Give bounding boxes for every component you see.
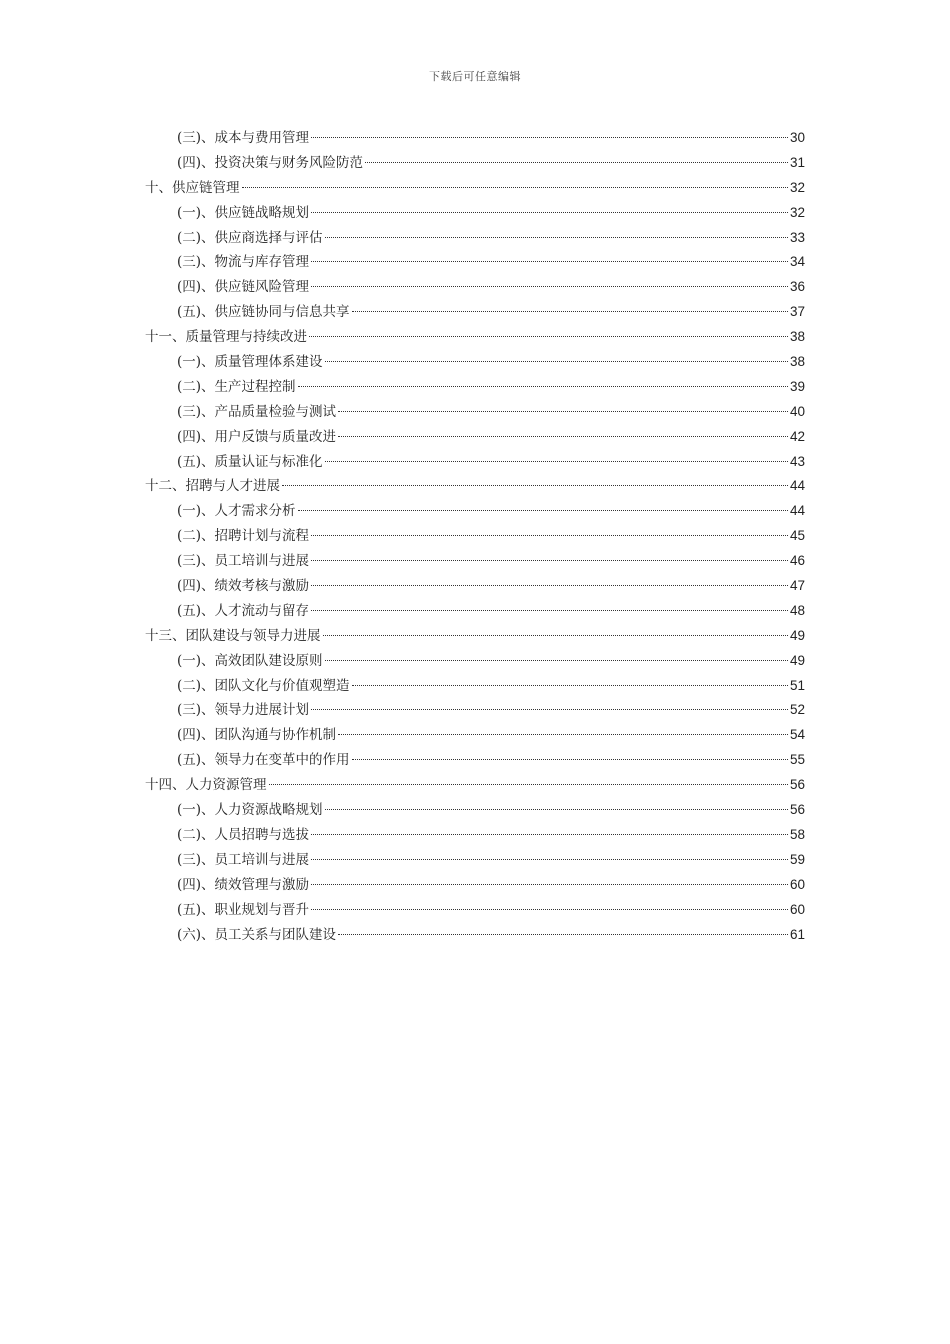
toc-entry-page-number: 43: [789, 453, 805, 469]
toc-entry-page-number: 54: [789, 727, 805, 743]
toc-subentry[interactable]: [145, 226, 805, 251]
toc-chapter-entry[interactable]: [145, 325, 805, 350]
toc-chapter-entry[interactable]: [145, 773, 805, 798]
toc-entry-label: (三)、员工培训与进展: [177, 851, 310, 868]
toc-chapter-entry[interactable]: [145, 176, 805, 201]
toc-dot-leader: [311, 212, 788, 213]
toc-subentry[interactable]: [145, 375, 805, 400]
toc-entry-label: 十四、人力资源管理: [145, 777, 267, 794]
toc-subentry[interactable]: [145, 549, 805, 574]
toc-dot-leader: [338, 734, 788, 735]
toc-dot-leader: [311, 585, 788, 586]
toc-entry-label: (四)、供应链风险管理: [177, 279, 310, 296]
toc-subentry[interactable]: [145, 923, 805, 948]
toc-subentry[interactable]: [145, 798, 805, 823]
toc-entry-page-number: 34: [789, 254, 805, 270]
toc-subentry[interactable]: [145, 450, 805, 475]
toc-dot-leader: [311, 137, 788, 138]
toc-dot-leader: [325, 361, 788, 362]
toc-subentry[interactable]: [145, 748, 805, 773]
toc-subentry[interactable]: [145, 400, 805, 425]
toc-chapter-entry[interactable]: [145, 474, 805, 499]
toc-entry-label: (五)、领导力在变革中的作用: [177, 752, 350, 769]
toc-subentry[interactable]: [145, 524, 805, 549]
toc-entry-page-number: 38: [789, 329, 805, 345]
toc-entry-page-number: 60: [789, 901, 805, 917]
toc-entry-page-number: 31: [789, 154, 805, 170]
toc-dot-leader: [311, 834, 788, 835]
toc-entry-label: 十二、招聘与人才进展: [145, 478, 280, 495]
toc-subentry[interactable]: [145, 574, 805, 599]
table-of-contents: [145, 126, 805, 947]
toc-entry-page-number: 56: [789, 802, 805, 818]
toc-dot-leader: [311, 709, 788, 710]
toc-entry-label: (二)、招聘计划与流程: [177, 528, 310, 545]
toc-dot-leader: [352, 685, 788, 686]
toc-dot-leader: [311, 261, 788, 262]
toc-entry-page-number: 52: [789, 702, 805, 718]
toc-entry-page-number: 38: [789, 354, 805, 370]
toc-dot-leader: [309, 336, 788, 337]
toc-entry-label: (五)、供应链协同与信息共享: [177, 304, 350, 321]
toc-subentry[interactable]: [145, 698, 805, 723]
toc-entry-page-number: 48: [789, 602, 805, 618]
toc-entry-label: (五)、人才流动与留存: [177, 602, 310, 619]
toc-dot-leader: [298, 510, 788, 511]
toc-dot-leader: [325, 809, 788, 810]
toc-entry-label: (四)、团队沟通与协作机制: [177, 727, 337, 744]
toc-dot-leader: [352, 759, 788, 760]
toc-subentry[interactable]: [145, 499, 805, 524]
toc-dot-leader: [365, 162, 788, 163]
toc-entry-label: (二)、团队文化与价值观塑造: [177, 677, 350, 694]
toc-subentry[interactable]: [145, 674, 805, 699]
toc-entry-page-number: 49: [789, 627, 805, 643]
toc-entry-page-number: 49: [789, 652, 805, 668]
toc-entry-page-number: 55: [789, 752, 805, 768]
toc-entry-label: (五)、职业规划与晋升: [177, 901, 310, 918]
toc-entry-page-number: 42: [789, 428, 805, 444]
toc-dot-leader: [338, 934, 788, 935]
toc-entry-page-number: 59: [789, 851, 805, 867]
toc-subentry[interactable]: [145, 126, 805, 151]
toc-entry-label: (二)、供应商选择与评估: [177, 229, 323, 246]
toc-entry-page-number: 40: [789, 403, 805, 419]
toc-entry-page-number: 56: [789, 777, 805, 793]
toc-subentry[interactable]: [145, 350, 805, 375]
toc-entry-page-number: 58: [789, 826, 805, 842]
toc-entry-page-number: 61: [789, 926, 805, 942]
toc-subentry[interactable]: [145, 723, 805, 748]
toc-entry-page-number: 44: [789, 503, 805, 519]
toc-entry-label: (三)、领导力进展计划: [177, 702, 310, 719]
toc-subentry[interactable]: [145, 201, 805, 226]
toc-entry-label: (二)、人员招聘与选拔: [177, 826, 310, 843]
toc-entry-page-number: 32: [789, 204, 805, 220]
toc-entry-page-number: 45: [789, 528, 805, 544]
toc-entry-label: 十三、团队建设与领导力进展: [145, 627, 321, 644]
toc-entry-page-number: 33: [789, 229, 805, 245]
toc-subentry[interactable]: [145, 300, 805, 325]
toc-entry-label: (三)、成本与费用管理: [177, 130, 310, 146]
toc-entry-label: (四)、用户反馈与质量改进: [177, 428, 337, 445]
toc-entry-page-number: 60: [789, 876, 805, 892]
toc-subentry[interactable]: [145, 823, 805, 848]
toc-entry-label: (四)、绩效管理与激励: [177, 876, 310, 893]
toc-dot-leader: [311, 286, 788, 287]
toc-subentry[interactable]: [145, 275, 805, 300]
toc-subentry[interactable]: [145, 425, 805, 450]
toc-entry-page-number: 32: [789, 179, 805, 195]
page-header: 下载后可任意编辑: [429, 70, 521, 83]
toc-dot-leader: [311, 535, 788, 536]
toc-entry-label: (一)、供应链战略规划: [177, 204, 310, 221]
toc-subentry[interactable]: [145, 599, 805, 624]
toc-entry-label: (五)、质量认证与标准化: [177, 453, 323, 470]
toc-dot-leader: [311, 560, 788, 561]
toc-entry-label: (二)、生产过程控制: [177, 378, 296, 395]
toc-entry-label: (一)、人力资源战略规划: [177, 802, 323, 819]
toc-entry-label: (四)、投资决策与财务风险防范: [177, 154, 364, 171]
toc-entry-page-number: 51: [789, 677, 805, 693]
toc-entry-page-number: 46: [789, 553, 805, 569]
toc-entry-label: 十一、质量管理与持续改进: [145, 329, 307, 346]
toc-entry-page-number: 44: [789, 478, 805, 494]
toc-dot-leader: [269, 784, 788, 785]
toc-entry-page-number: 36: [789, 279, 805, 295]
toc-entry-page-number: 30: [789, 130, 805, 145]
toc-subentry[interactable]: [145, 848, 805, 873]
toc-dot-leader: [282, 485, 788, 486]
toc-dot-leader: [338, 436, 788, 437]
toc-dot-leader: [325, 237, 788, 238]
toc-subentry[interactable]: [145, 873, 805, 898]
toc-entry-page-number: 37: [789, 304, 805, 320]
toc-entry-label: (三)、物流与库存管理: [177, 254, 310, 271]
toc-chapter-entry[interactable]: [145, 624, 805, 649]
toc-subentry[interactable]: [145, 649, 805, 674]
toc-entry-label: 十、供应链管理: [145, 179, 240, 196]
toc-dot-leader: [352, 311, 788, 312]
toc-subentry[interactable]: [145, 250, 805, 275]
toc-entry-label: (四)、绩效考核与激励: [177, 578, 310, 595]
toc-dot-leader: [242, 187, 788, 188]
toc-subentry[interactable]: [145, 151, 805, 176]
toc-entry-label: (六)、员工关系与团队建设: [177, 926, 337, 943]
toc-entry-label: (一)、质量管理体系建设: [177, 354, 323, 371]
toc-dot-leader: [338, 411, 788, 412]
toc-entry-page-number: 47: [789, 578, 805, 594]
toc-dot-leader: [311, 859, 788, 860]
toc-dot-leader: [325, 660, 788, 661]
toc-dot-leader: [311, 884, 788, 885]
toc-entry-label: (一)、高效团队建设原则: [177, 652, 323, 669]
toc-subentry[interactable]: [145, 898, 805, 923]
toc-entry-label: (三)、员工培训与进展: [177, 553, 310, 570]
toc-entry-label: (三)、产品质量检验与测试: [177, 403, 337, 420]
toc-dot-leader: [311, 909, 788, 910]
toc-dot-leader: [298, 386, 788, 387]
toc-entry-label: (一)、人才需求分析: [177, 503, 296, 520]
toc-entry-page-number: 39: [789, 378, 805, 394]
toc-dot-leader: [311, 610, 788, 611]
toc-dot-leader: [323, 635, 788, 636]
toc-dot-leader: [325, 461, 788, 462]
